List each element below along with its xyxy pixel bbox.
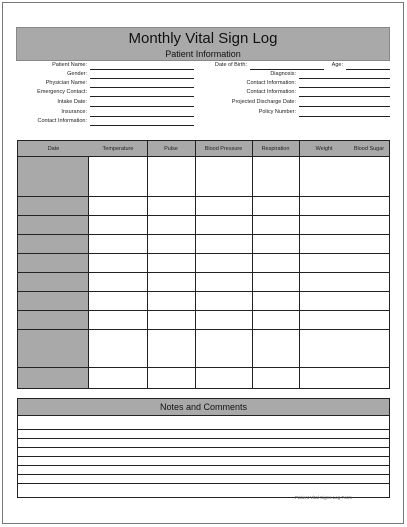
label-physician-name: Physician Name: xyxy=(45,80,87,86)
col-header-pulse: Pulse xyxy=(164,146,178,152)
field-date-of-birth[interactable] xyxy=(250,69,324,70)
col-header-blood-sugar: Blood Sugar xyxy=(353,146,385,152)
col-header-date: Date xyxy=(47,146,60,152)
note-line[interactable] xyxy=(18,465,389,466)
label-patient-name: Patient Name: xyxy=(52,62,87,68)
table-row[interactable] xyxy=(18,253,389,254)
field-age[interactable] xyxy=(346,69,390,70)
field-policy-number[interactable] xyxy=(299,116,390,117)
col-header-weight: Weight xyxy=(315,146,333,152)
label-contact-info-2: Contact Information: xyxy=(246,80,296,86)
table-row[interactable] xyxy=(18,234,389,235)
field-contact-info-3[interactable] xyxy=(299,96,390,97)
notes-section xyxy=(17,398,390,498)
note-line[interactable] xyxy=(18,474,389,475)
field-insurance[interactable] xyxy=(90,116,194,117)
note-line[interactable] xyxy=(18,429,389,430)
label-gender: Gender: xyxy=(67,71,87,77)
column-divider xyxy=(252,141,253,388)
title-bar xyxy=(16,27,390,61)
table-header xyxy=(18,141,389,157)
field-gender[interactable] xyxy=(90,78,194,79)
footer-text: Patient Vital Signs Log Form xyxy=(295,495,352,500)
label-age: Age: xyxy=(331,62,343,68)
field-contact-info-2[interactable] xyxy=(299,87,390,88)
note-line[interactable] xyxy=(18,483,389,484)
table-row[interactable] xyxy=(18,215,389,216)
table-row[interactable] xyxy=(18,367,389,368)
col-header-blood-pressure: Blood Pressure xyxy=(204,146,243,152)
label-diagnosis: Diagnosis: xyxy=(270,71,296,77)
field-contact-information[interactable] xyxy=(90,125,194,126)
field-diagnosis[interactable] xyxy=(299,78,390,79)
column-divider xyxy=(147,141,148,388)
label-emergency-contact: Emergency Contact: xyxy=(37,89,87,95)
note-line[interactable] xyxy=(18,456,389,457)
label-intake-date: Intake Date: xyxy=(57,99,87,105)
label-insurance: Insurance: xyxy=(61,109,87,115)
field-emergency-contact[interactable] xyxy=(90,96,194,97)
note-line[interactable] xyxy=(18,438,389,439)
label-projected-discharge: Projected Discharge Date: xyxy=(231,99,296,105)
label-contact-info-3: Contact Information: xyxy=(246,89,296,95)
table-row[interactable] xyxy=(18,272,389,273)
form-title: Monthly Vital Sign Log xyxy=(128,30,278,47)
col-header-respiration: Respiration xyxy=(261,146,290,152)
label-date-of-birth: Date of Birth: xyxy=(214,62,247,68)
label-policy-number: Policy Number: xyxy=(258,109,296,115)
column-divider xyxy=(195,141,196,388)
vital-sign-table xyxy=(17,140,390,389)
table-row[interactable] xyxy=(18,329,389,330)
note-line[interactable] xyxy=(18,447,389,448)
field-intake-date[interactable] xyxy=(90,106,194,107)
label-contact-information: Contact Information: xyxy=(37,118,87,124)
table-row[interactable] xyxy=(18,291,389,292)
field-projected-discharge[interactable] xyxy=(299,106,390,107)
column-divider xyxy=(299,141,300,388)
col-header-temperature: Temperature xyxy=(102,146,134,152)
field-patient-name[interactable] xyxy=(90,69,194,70)
table-row[interactable] xyxy=(18,310,389,311)
notes-title: Notes and Comments xyxy=(18,399,389,416)
section-subtitle: Patient Information xyxy=(165,49,241,59)
field-physician-name[interactable] xyxy=(90,87,194,88)
form-page xyxy=(2,2,404,524)
table-row[interactable] xyxy=(18,196,389,197)
